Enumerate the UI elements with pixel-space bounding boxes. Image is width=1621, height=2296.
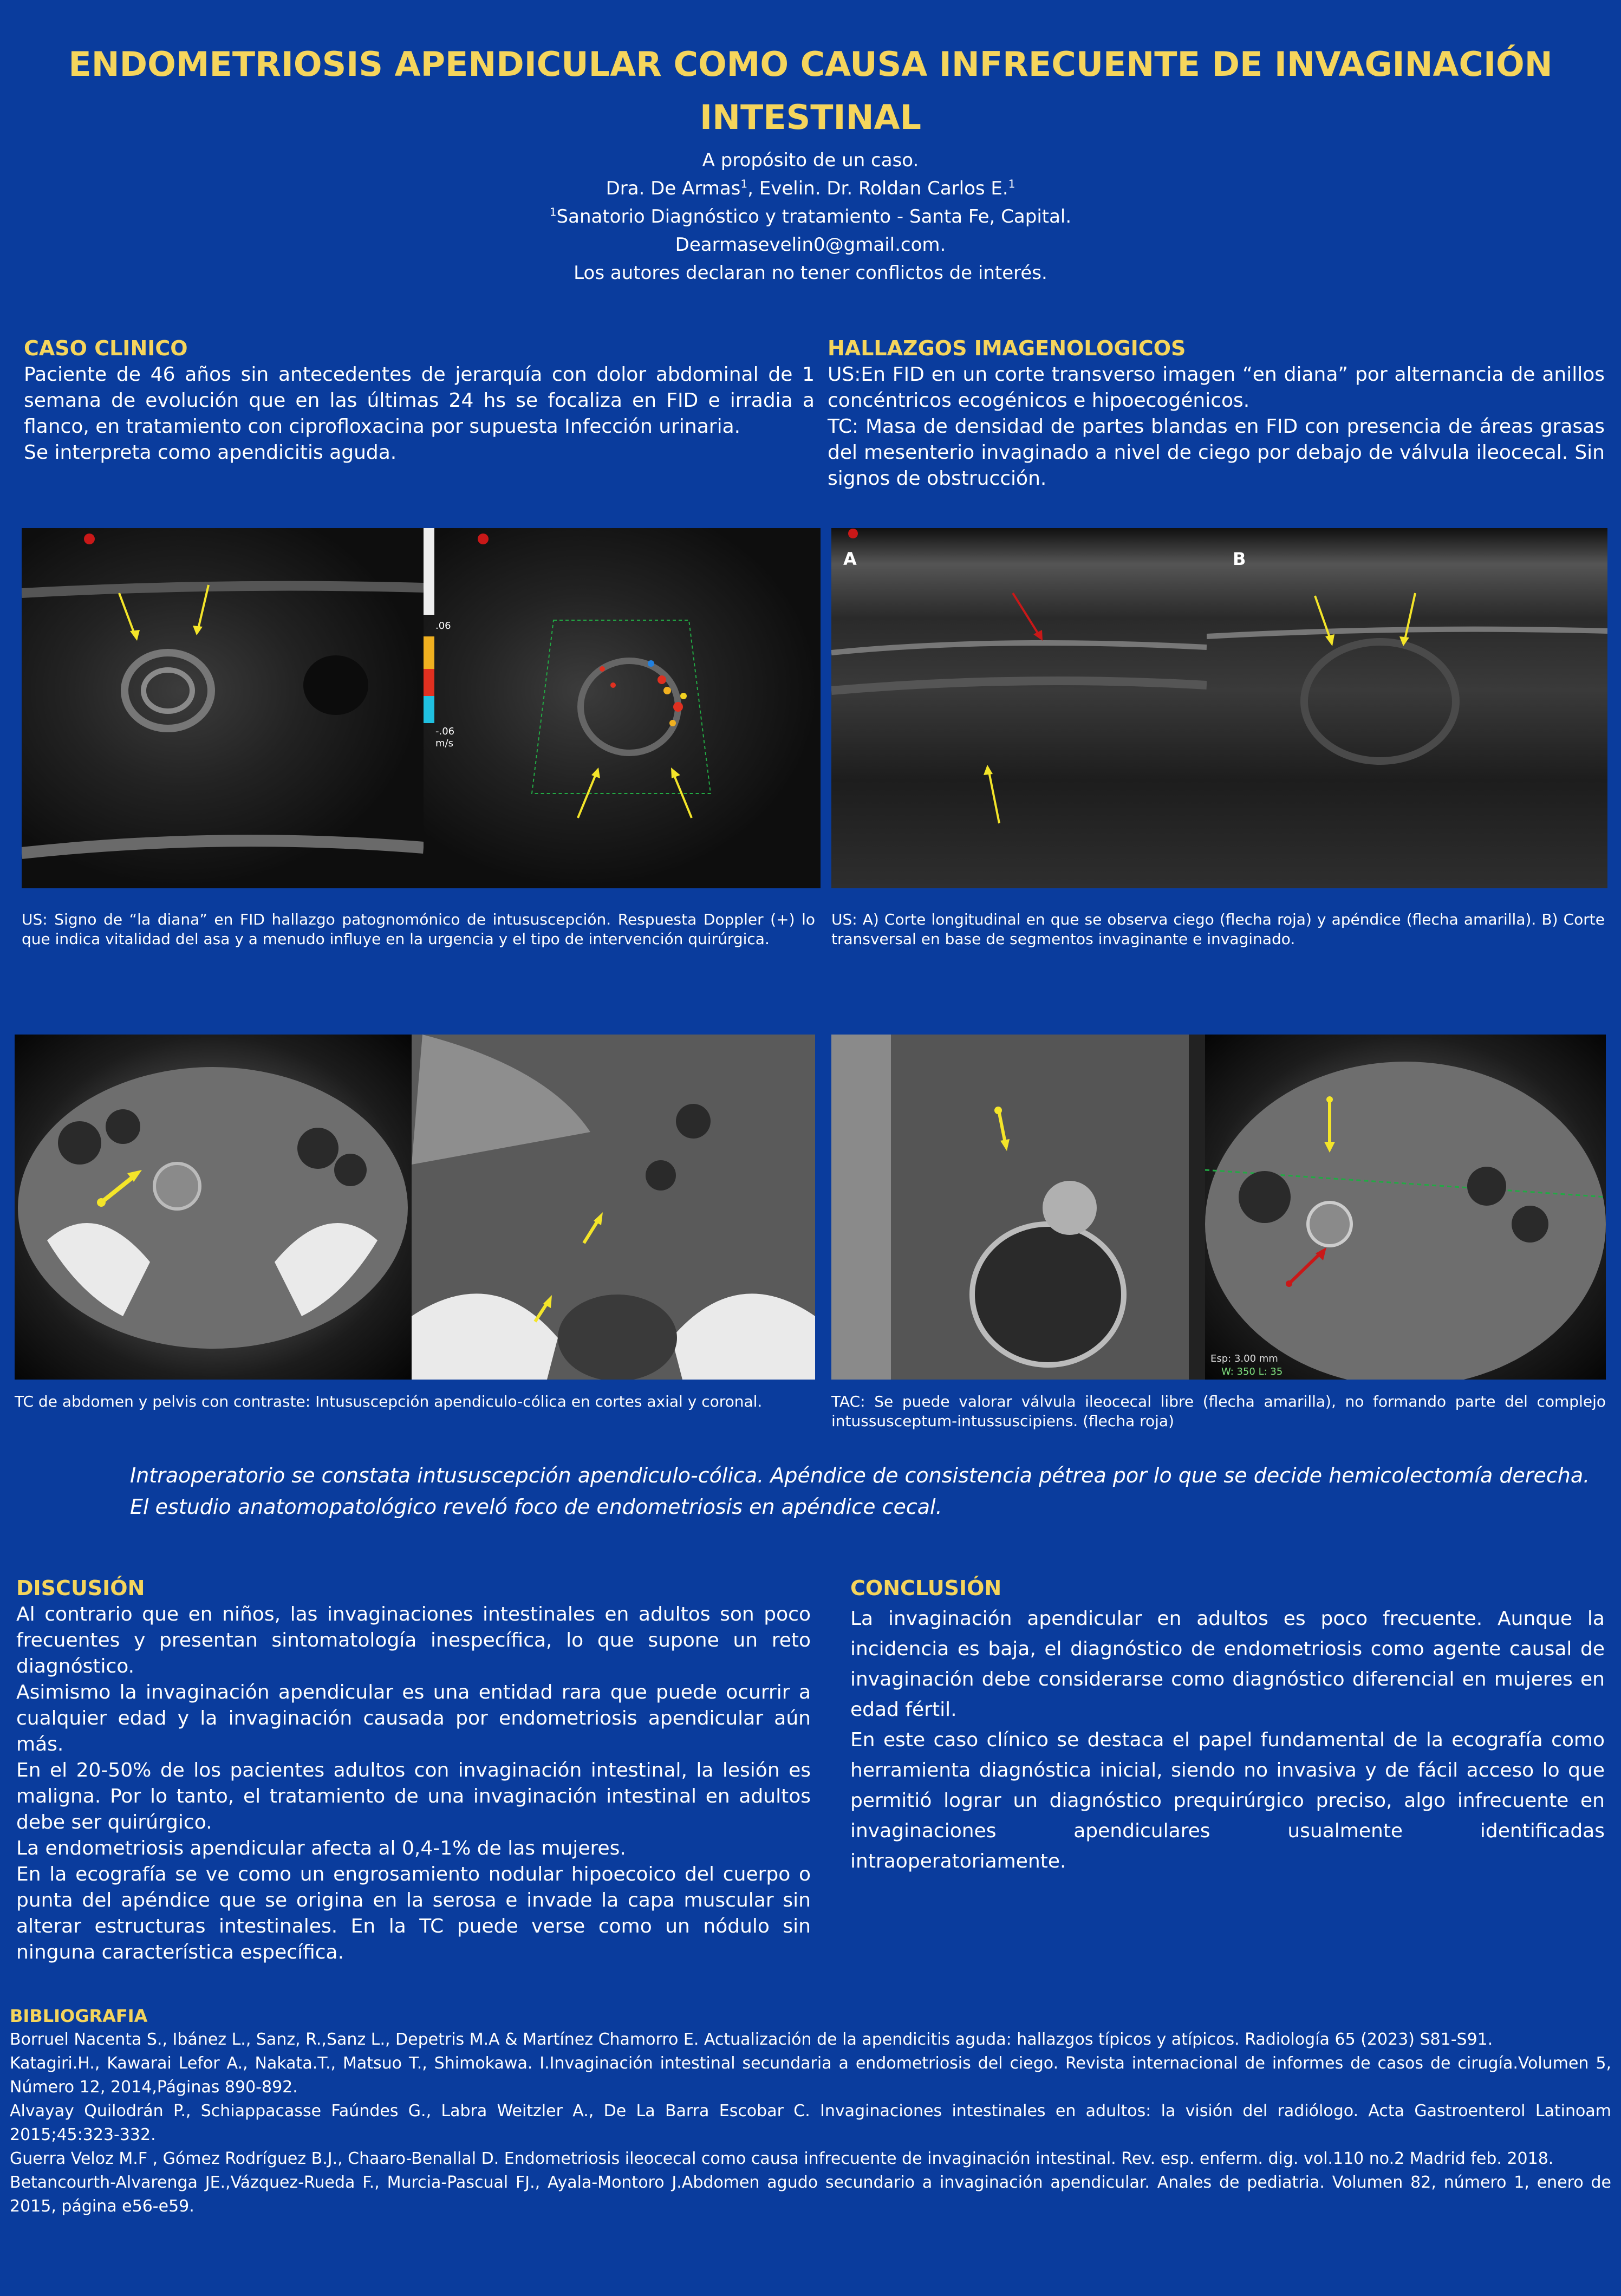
ct-coronal-drawing <box>412 1035 815 1380</box>
ultrasound-longitudinal-image-a <box>831 528 1207 888</box>
ct-coronal-image <box>412 1035 815 1380</box>
caso-clinico-section <box>24 335 815 466</box>
discusion-text <box>16 1602 811 1966</box>
hallazgos-us: US:En FID en un corte transverso imagen “en diana” por alternancia de anillos concéntricos ecogénicos e hipoecogénicos. <box>828 363 1605 412</box>
email: Dearmasevelin0@gmail.com. <box>675 234 946 256</box>
superscript: 1 <box>740 177 748 191</box>
image-label-a: A <box>843 549 857 569</box>
discusion-paragraph: Asimismo la invaginación apendicular es una entidad rara que puede ocurrir a cualquier edad y la invaginación causada por endometriosis apendicular aún más. <box>16 1681 811 1755</box>
author-2: , Evelin. Dr. Roldan Carlos E. <box>747 178 1008 199</box>
reference-item: Betancourth-Alvarenga JE.,Vázquez-Rueda F., Murcia-Pascual FJ., Ayala-Montoro J.Abdomen agudo secundario a invaginación apendicular. Anales de pediatria. Volumen 82, número 1, enero de 2015, página e56-e59. <box>10 2173 1611 2216</box>
ultrasound-doppler-image <box>424 528 821 888</box>
intraop-line-1: Intraoperatorio se constata intususcepción apendiculo-cólica. Apéndice de consistencia pétrea por lo que se decide hemicolectomía derecha. <box>130 1464 1590 1487</box>
reference-item: Borruel Nacenta S., Ibánez L., Sanz, R.,Sanz L., Depetris M.A & Martínez Chamorro E. Actualización de la apendicitis aguda: hallazgos típicos y atípicos. Radiología 65 (2023) S81-S91. <box>10 2030 1493 2049</box>
hallazgos-tc: TC: Masa de densidad de partes blandas en FID con presencia de áreas grasas del mesenterio invaginado a nivel de ciego por debajo de válvula ileocecal. Sin signos de obstrucción. <box>828 415 1605 490</box>
conclusion-paragraph: La invaginación apendicular en adultos es poco frecuente. Aunque la incidencia es baja, el diagnóstico de endometriosis como agente causal de invaginación debe considerarse como diagnóstico diferencial en mujeres en edad fértil. <box>850 1608 1605 1721</box>
reference-item: Alvayay Quilodrán P., Schiappacasse Faúndes G., Labra Weitzler A., De La Barra Escobar C. Invaginaciones intestinales en adultos: la visión del radiólogo. Acta Gastroenterol Latinoam 2015;45:323-332. <box>10 2102 1611 2144</box>
ct-axial-valve-image <box>1205 1035 1606 1380</box>
superscript: 1 <box>1008 177 1015 191</box>
poster-title <box>43 38 1578 144</box>
discusion-paragraph: En la ecografía se ve como un engrosamiento nodular hipoecoico del cuerpo o punta del apéndice que se origina en la serosa e invade la capa muscular sin alterar estructuras intestinales. En la TC puede verse como un nódulo sin ninguna característica específica. <box>16 1863 811 1963</box>
conclusion-heading: CONCLUSIÓN <box>850 1576 1002 1600</box>
discusion-paragraph: Al contrario que en niños, las invaginaciones intestinales en adultos son poco frecuentes y presentan sintomatología inespecífica, lo que supone un reto diagnóstico. <box>16 1603 811 1677</box>
doppler-scale-top: .06 <box>435 620 451 632</box>
caso-clinico-heading: CASO CLINICO <box>24 336 188 360</box>
us-left-caption: US: Signo de “la diana” en FID hallazgo patognomónico de intususcepción. Respuesta Doppler (+) lo que indica vitalidad del asa y a menudo influye en la urgencia y el tipo de intervención quirúrgica. <box>22 910 815 948</box>
bibliografia-section <box>10 2004 1611 2219</box>
reference-item: Guerra Veloz M.F , Gómez Rodríguez B.J., Chaaro-Benallal D. Endometriosis ileocecal como causa infrecuente de invaginación intestinal. Rev. esp. enferm. dig. vol.110 no.2 Madrid feb. 2018. <box>10 2149 1554 2168</box>
ct-sagittal-image <box>831 1035 1205 1380</box>
discusion-paragraph: La endometriosis apendicular afecta al 0,4-1% de las mujeres. <box>16 1837 626 1859</box>
ultrasound-target-sign-image <box>22 528 424 888</box>
discusion-heading: DISCUSIÓN <box>16 1576 145 1600</box>
ct-left-caption: TC de abdomen y pelvis con contraste: Intususcepción apendiculo-cólica en cortes axial y coronal. <box>15 1393 763 1410</box>
caso-clinico-paragraph: Paciente de 46 años sin antecedentes de jerarquía con dolor abdominal de 1 semana de evolución que en las últimas 24 hs se focaliza en FID e irradia a flanco, en tratamiento con ciprofloxacina por supuesta Infección urinaria. <box>24 363 815 438</box>
hallazgos-section <box>828 335 1605 492</box>
affiliation-line <box>162 203 1459 231</box>
us-right-caption: US: A) Corte longitudinal en que se observa ciego (flecha roja) y apéndice (flecha amarilla). B) Corte transversal en base de segmentos invaginante e invaginado. <box>831 910 1605 948</box>
caso-clinico-text <box>24 362 815 466</box>
ct-axial-image <box>15 1035 412 1380</box>
doppler-drawing <box>424 528 821 888</box>
hallazgos-text <box>828 362 1605 492</box>
superscript: 1 <box>549 205 557 219</box>
ct-window-level: W: 350 L: 35 <box>1221 1366 1283 1377</box>
intraoperative-note <box>130 1460 1590 1523</box>
intraop-line-2: El estudio anatomopatológico reveló foco de endometriosis en apéndice cecal. <box>130 1495 942 1519</box>
ultrasound-b-drawing <box>1207 528 1607 888</box>
conclusion-text <box>850 1604 1605 1877</box>
title-line-2: INTESTINAL <box>700 97 921 137</box>
ct-axial-valve-drawing <box>1205 1035 1606 1380</box>
reference-item: Katagiri.H., Kawarai Lefor A., Nakata.T., Matsuo T., Shimokawa. I.Invaginación intestinal secundaria a endometriosis del ciego. Revista internacional de informes de casos de cirugía.Volumen 5, Número 12, 2014,Páginas 890-892. <box>10 2054 1611 2097</box>
title-line-1: ENDOMETRIOSIS APENDICULAR COMO CAUSA INFRECUENTE DE INVAGINACIÓN <box>68 44 1553 84</box>
caso-clinico-paragraph: Se interpreta como apendicitis aguda. <box>24 441 397 464</box>
ct-sagittal-drawing <box>831 1035 1205 1380</box>
ultrasound-a-drawing <box>831 528 1207 888</box>
affiliation: Sanatorio Diagnóstico y tratamiento - Santa Fe, Capital. <box>556 206 1072 227</box>
bibliografia-heading: BIBLIOGRAFIA <box>10 2006 148 2026</box>
discusion-section <box>16 1575 811 1966</box>
conclusion-section <box>850 1575 1605 1877</box>
doppler-scale-bottom: -.06 <box>435 726 455 737</box>
hallazgos-heading: HALLAZGOS IMAGENOLOGICOS <box>828 336 1186 360</box>
discusion-paragraph: En el 20-50% de los pacientes adultos con invaginación intestinal, la lesión es maligna. Por lo tanto, el tratamiento de una invaginación intestinal en adultos debe ser quirúrgico. <box>16 1759 811 1833</box>
image-label-b: B <box>1233 549 1246 569</box>
subtitle: A propósito de un caso. <box>702 149 919 171</box>
doppler-scale-unit: m/s <box>435 738 453 749</box>
ct-slice-thickness: Esp: 3.00 mm <box>1210 1353 1278 1364</box>
authors-line <box>162 174 1459 203</box>
authors-block <box>162 146 1459 287</box>
conclusion-paragraph: En este caso clínico se destaca el papel fundamental de la ecografía como herramienta diagnóstica inicial, siendo no invasiva y de fácil acceso lo que permitió lograr un diagnóstico prequirúrgico preciso, algo infrecuente en invaginaciones apendiculares usualmente identificadas intraoperatoriamente. <box>850 1729 1605 1872</box>
ultrasound-transverse-image-b <box>1207 528 1607 888</box>
ultrasound-drawing <box>22 528 424 888</box>
conflicts-statement: Los autores declaran no tener conflictos de interés. <box>574 262 1047 284</box>
ct-right-caption: TAC: Se puede valorar válvula ileocecal libre (flecha amarilla), no formando parte del complejo intussusceptum-intussuscipiens. (flecha roja) <box>831 1393 1606 1430</box>
ct-axial-drawing <box>15 1035 412 1380</box>
author-1: Dra. De Armas <box>606 178 741 199</box>
